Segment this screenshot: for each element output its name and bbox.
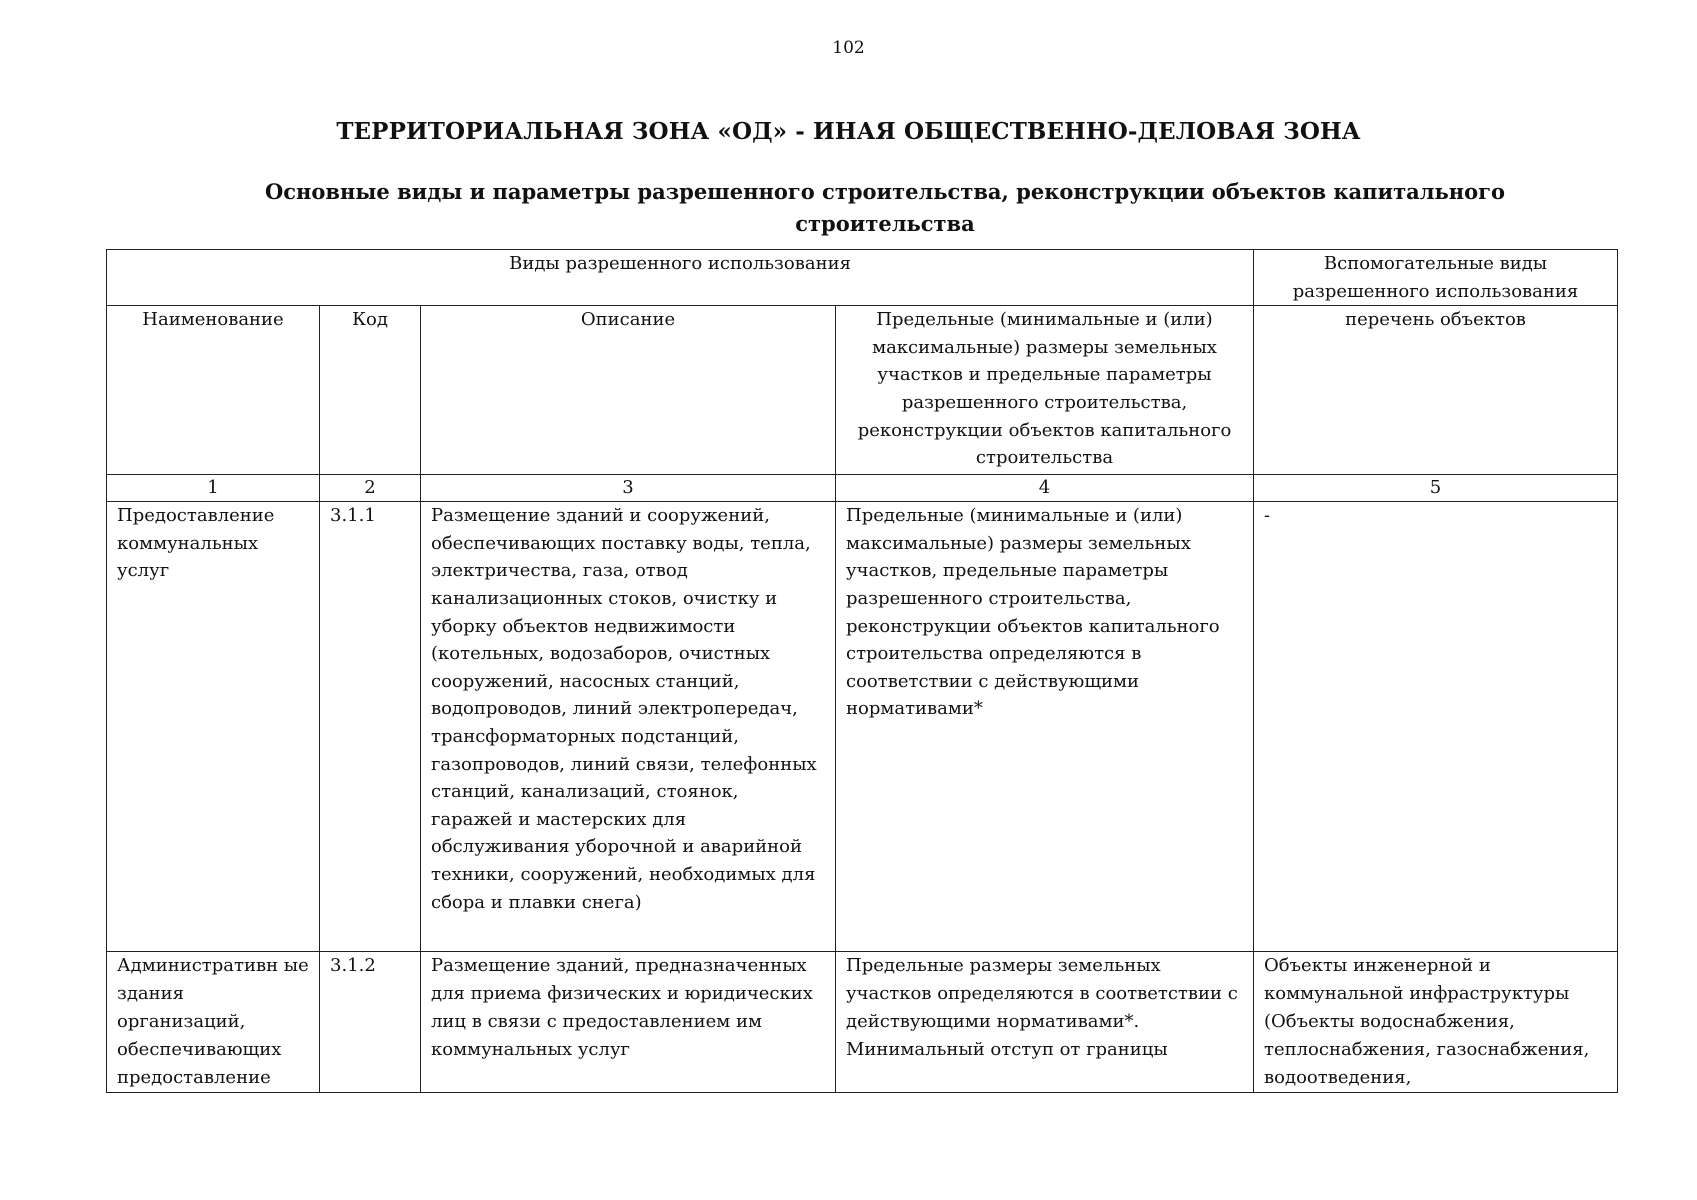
row-auxiliary-objects: - [1254,502,1618,952]
table-column-header-row [107,306,1618,475]
column-number: 4 [836,475,1254,502]
row-code: 3.1.2 [320,952,421,1093]
column-number: 3 [421,475,836,502]
column-header-name: Наименование [107,306,320,475]
column-number: 5 [1254,475,1618,502]
column-header-parameters: Предельные (минимальные и (или) максимальные) размеры земельных участков и предельные параметры разрешенного строительства, реконструкции объектов капитального строительства [836,306,1254,475]
table-row [107,502,1618,952]
section-title: Основные виды и параметры разрешенного строительства, реконструкции объектов капитального строительства [264,179,1506,236]
column-number: 2 [320,475,421,502]
zone-title: ТЕРРИТОРИАЛЬНАЯ ЗОНА «ОД» - ИНАЯ ОБЩЕСТВЕННО-ДЕЛОВАЯ ЗОНА [336,118,1361,145]
main-uses-group-header: Виды разрешенного использования [107,250,1254,306]
row-auxiliary-objects: Объекты инженерной и коммунальной инфраструктуры (Объекты водоснабжения, теплоснабжения, газоснабжения, водоотведения, [1254,952,1618,1093]
page-number: 102 [832,38,865,58]
row-code: 3.1.1 [320,502,421,952]
column-number: 1 [107,475,320,502]
row-name: Административн ые здания организаций, обеспечивающих предоставление [107,952,320,1093]
table-column-number-row [107,475,1618,502]
table-group-header-row [107,250,1618,306]
table-row [107,952,1618,1093]
row-description: Размещение зданий и сооружений, обеспечивающих поставку воды, тепла, электричества, газа, отвод канализационных стоков, очистку и уборку объектов недвижимости (котельных, водозаборов, очистных сооружений, насосных станций, водопроводов, линий электропередач, трансформаторных подстанций, газопроводов, линий связи, телефонных станций, канализаций, стоянок, гаражей и мастерских для обслуживания уборочной и аварийной техники, сооружений, необходимых для сбора и плавки снега) [421,502,836,952]
row-name: Предоставление коммунальных услуг [107,502,320,952]
column-header-objects-list: перечень объектов [1254,306,1618,475]
column-header-description: Описание [421,306,836,475]
auxiliary-uses-group-header: Вспомогательные виды разрешенного использования [1254,250,1618,306]
column-header-code: Код [320,306,421,475]
row-parameters: Предельные размеры земельных участков определяются в соответствии с действующими нормативами*. Минимальный отступ от границы [836,952,1254,1093]
permitted-use-table [106,249,1618,1093]
row-description: Размещение зданий, предназначенных для приема физических и юридических лиц в связи с предоставлением им коммунальных услуг [421,952,836,1093]
row-parameters: Предельные (минимальные и (или) максимальные) размеры земельных участков, предельные параметры разрешенного строительства, реконструкции объектов капитального строительства определяются в соответствии с действующими нормативами* [836,502,1254,952]
